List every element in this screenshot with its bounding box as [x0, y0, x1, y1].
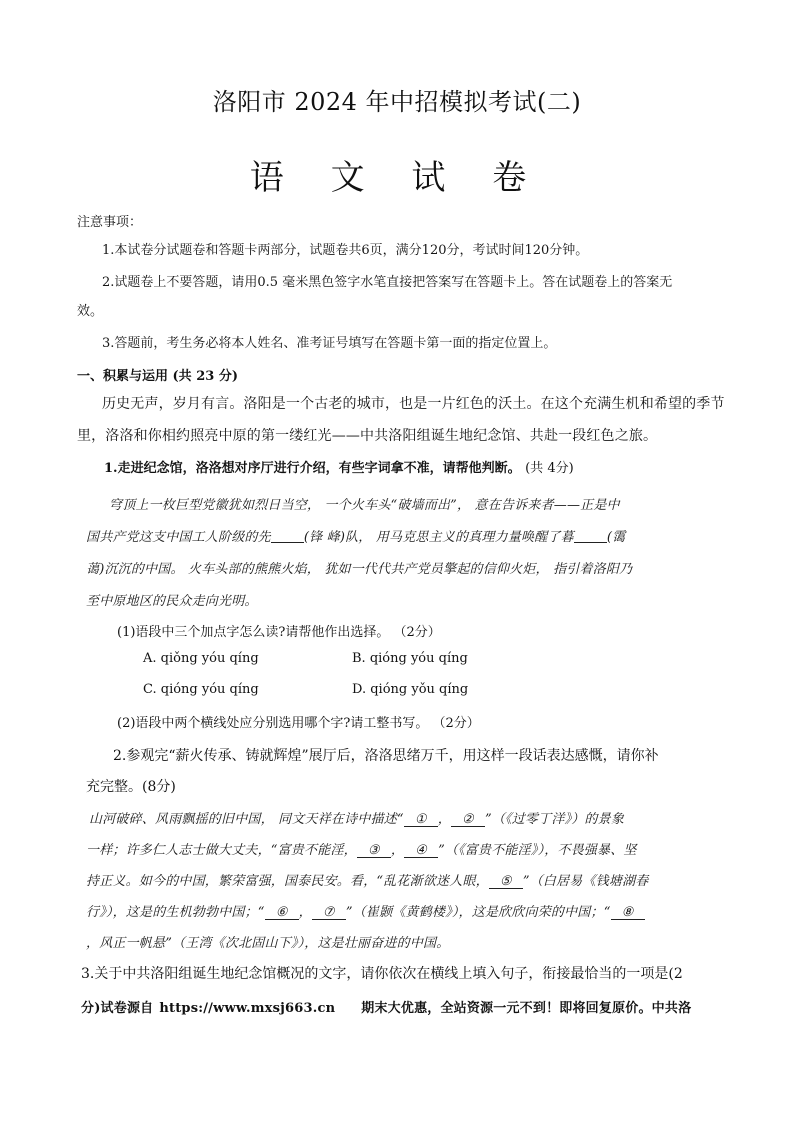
passage-2-line-1-post: ”（《过零丁洋》）的景象	[484, 812, 625, 827]
passage-2-line-5: ，风正一帆悬”（王湾《次北固山下》），这是壮丽奋进的中国。	[86, 936, 450, 951]
fill-blank-1[interactable]: ①	[404, 813, 438, 827]
passage-2-line-3-post: ”（白居易《钱塘湖春	[522, 874, 649, 889]
question-2-line-1: 2.参观完“薪火传承、铸就辉煌”展厅后，洛洛思绪万千，用这样一段话表达感慨，请你补	[113, 748, 659, 764]
answer-blank-2[interactable]	[574, 528, 607, 543]
fill-blank-4[interactable]: ④	[404, 844, 438, 858]
passage-2-line-3-pre: 持正义。如今的中国，繁荣富强，国泰民安。看，“乱花渐欲迷人眼，	[86, 874, 489, 889]
passage-2-line-2: 一样；许多仁人志士做大丈夫，“富贵不能淫， ③ ， ④ ”（《富贵不能淫》），不畏强暴、坚	[86, 843, 637, 858]
footer-url-link[interactable]: https://www.mxsj663.cn	[159, 1001, 336, 1016]
passage-1-line-2-post: (霭	[606, 530, 626, 545]
passage-2-line-2-pre: 一样；许多仁人志士做大丈夫，“富贵不能淫，	[86, 843, 357, 858]
sub-question-2: (2)语段中两个横线处应分别选用哪个字?请工整书写。 （2分）	[117, 716, 480, 731]
fill-blank-3[interactable]: ③	[357, 844, 391, 858]
option-a[interactable]: A. qiǒng yóu qíng	[143, 651, 259, 666]
passage-2-line-1-pre: 山河破碎、风雨飘摇的旧中国， 同文天祥在诗中描述“	[89, 812, 404, 827]
passage-1-line-1: 穹顶上一枚巨型党徽犹如烈日当空， 一个火车头“破墙而出”， 意在告诉来者——正是中	[109, 498, 620, 513]
footer-promo-text: 期末大优惠，全站资源一元不到！即将回复原价。中共洛	[361, 1001, 692, 1016]
question-2-line-2: 充完整。(8分)	[86, 779, 176, 795]
fill-blank-5[interactable]: ⑤	[489, 875, 523, 889]
answer-blank-1[interactable]	[271, 528, 304, 543]
exam-title: 洛阳市 2024 年中招模拟考试(二)	[212, 88, 582, 116]
passage-1-line-2-mid: (锋 峰)队， 用马克思主义的真理力量唤醒了暮	[303, 530, 574, 545]
fill-blank-2[interactable]: ②	[451, 813, 485, 827]
paper-subtitle: 语 文 试 卷	[249, 158, 545, 198]
note-item-2-continued: 效。	[77, 304, 104, 319]
passage-1-line-3: 蔼)沉沉的中国。 火车头部的熊熊火焰， 犹如一代代共产党员擎起的信仰火炬， 指引着洛阳乃	[86, 562, 633, 577]
question-1-text: 1.走进纪念馆，洛洛想对序厅进行介绍，有些字词拿不准，请帮他判断。	[104, 461, 521, 476]
passage-2-line-4-pre: 行》），这是的生机勃勃中国；“	[86, 905, 265, 920]
fill-blank-6[interactable]: ⑥	[265, 906, 299, 920]
intro-line-1: 历史无声，岁月有言。洛阳是一个古老的城市，也是一片红色的沃土。在这个充满生机和希望的季节	[102, 396, 725, 412]
notes-title: 注意事项：	[77, 215, 143, 230]
footer-source-label: 分)试卷源自	[81, 1001, 154, 1016]
note-item-1: 1.本试卷分试题卷和答题卡两部分，试题卷共6页，满分120分，考试时间120分钟。	[102, 243, 589, 258]
sub-question-1: (1)语段中三个加点字怎么读?请帮他作出选择。 （2分）	[117, 625, 441, 640]
question-1-points: (共 4分)	[525, 461, 574, 476]
fill-blank-8[interactable]: ⑧	[611, 906, 645, 920]
note-item-3: 3.答题前，考生务必将本人姓名、准考证号填写在答题卡第一面的指定位置上。	[102, 336, 557, 351]
section-title: 一、积累与运用 (共 23 分)	[77, 369, 238, 384]
passage-1-line-4: 至中原地区的民众走向光明。	[86, 594, 258, 609]
passage-2-line-4-mid: ”（崔颢《黄鹤楼》），这是欣欣向荣的中国；“	[345, 905, 611, 920]
intro-line-2: 里，洛洛和你相约照亮中原的第一缕红光——中共洛阳组诞生地纪念馆、共赴一段红色之旅。	[77, 428, 658, 444]
option-b[interactable]: B. qióng yóu qíng	[352, 651, 468, 666]
question-3-line-1: 3.关于中共洛阳组诞生地纪念馆概况的文字，请你依次在横线上填入句子，衔接最恰当的一项是(2	[81, 966, 683, 982]
option-d[interactable]: D. qióng yǒu qíng	[352, 682, 469, 697]
question-1-prompt	[104, 457, 574, 476]
footer-source	[81, 997, 691, 1016]
note-item-2: 2.试题卷上不要答题，请用0.5 毫米黑色签字水笔直接把答案写在答题卡上。答在试题卷上的答案无	[102, 275, 673, 290]
passage-1-line-2-pre: 国共产党这支中国工人阶级的先	[86, 530, 271, 545]
passage-2-line-2-post: ”（《富贵不能淫》），不畏强暴、坚	[438, 843, 637, 858]
option-c[interactable]: C. qióng yóu qíng	[143, 682, 259, 697]
passage-1-line-2	[86, 526, 625, 545]
fill-blank-7[interactable]: ⑦	[312, 906, 346, 920]
passage-2-line-3	[86, 870, 649, 889]
passage-2-line-4: 行》），这是的生机勃勃中国；“ ⑥ ， ⑦ ”（崔颢《黄鹤楼》），这是欣欣向荣的中国；“ ⑧	[86, 901, 645, 920]
passage-2-line-1: 山河破碎、风雨飘摇的旧中国， 同文天祥在诗中描述“ ① ， ② ”（《过零丁洋》）的景象	[89, 812, 625, 827]
